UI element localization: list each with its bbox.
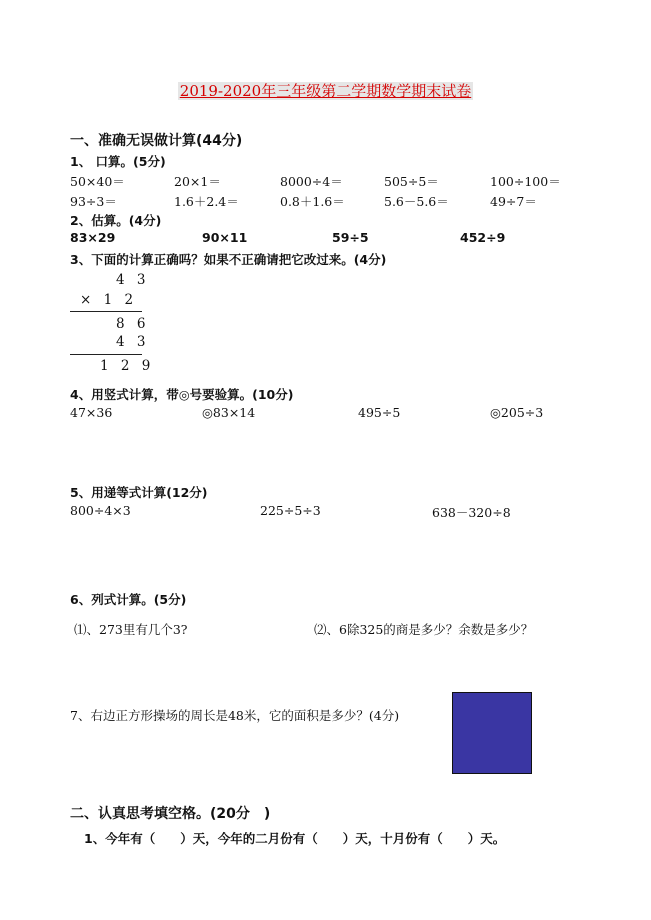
q1-item: 1.6＋2.4＝ (174, 194, 239, 209)
q1-row2 (70, 192, 590, 210)
q2-item: 90×11 (202, 230, 248, 245)
q4-row (70, 405, 590, 423)
q5-item: 800÷4×3 (70, 503, 131, 518)
q2-item: 59÷5 (332, 230, 369, 245)
vm-line3: 8 6 (116, 316, 150, 332)
q1-item: 5.6－5.6＝ (384, 194, 449, 209)
q4-item: ◎83×14 (202, 405, 256, 420)
q2-row (70, 230, 590, 248)
q5-item: 225÷5÷3 (260, 503, 321, 518)
vertical-multiplication (70, 270, 155, 380)
vm-rule-2 (70, 354, 142, 355)
q5-label: 5、用递等式计算(12分) (70, 485, 208, 500)
q1-item: 93÷3＝ (70, 194, 117, 209)
q5-row (70, 503, 590, 521)
q4-label: 4、用竖式计算，带◎号要验算。(10分) (70, 387, 294, 402)
section2-q1: 1、今年有（ ）天，今年的二月份有（ ）天，十月份有（ ）天。 (84, 831, 506, 846)
q6-label: 6、列式计算。(5分) (70, 592, 187, 607)
q4-item: 47×36 (70, 405, 113, 420)
section1-heading: 一、准确无误做计算(44分) (70, 133, 243, 149)
page-title (0, 80, 651, 101)
vm-line5: 1 2 9 (100, 358, 155, 374)
q1-label: 1、 口算。(5分) (70, 154, 166, 169)
q1-item: 49÷7＝ (490, 194, 537, 209)
section2-heading: 二、认真思考填空格。(20分 ) (70, 806, 271, 822)
q3-label: 3、下面的计算正确吗？如果不正确请把它改过来。(4分) (70, 252, 387, 267)
q2-label: 2、估算。(4分) (70, 213, 162, 228)
q6-item: ⑴、273里有几个3? (74, 622, 188, 637)
q4-item: ◎205÷3 (490, 405, 544, 420)
q1-item: 8000÷4＝ (280, 174, 343, 189)
square-playground-figure (452, 692, 532, 774)
q1-item: 505÷5＝ (384, 174, 439, 189)
vm-rule-1 (70, 311, 142, 312)
q1-item: 0.8＋1.6＝ (280, 194, 345, 209)
q7-label: 7、右边正方形操场的周长是48米，它的面积是多少？(4分) (70, 708, 400, 723)
q6-row (70, 620, 590, 638)
q1-row1 (70, 172, 590, 190)
q5-item: 638－320÷8 (432, 505, 511, 520)
q2-item: 83×29 (70, 230, 116, 245)
page-title-text: 2019-2020年三年级第二学期数学期末试卷 (179, 82, 472, 100)
vm-line2: × 1 2 (80, 292, 138, 308)
q4-item: 495÷5 (358, 405, 401, 420)
vm-line4: 4 3 (116, 334, 150, 350)
q2-item: 452÷9 (460, 230, 506, 245)
q1-item: 50×40＝ (70, 174, 125, 189)
q6-item: ⑵、6除325的商是多少？余数是多少？ (314, 622, 534, 637)
vm-line1: 4 3 (116, 272, 150, 288)
q1-item: 100÷100＝ (490, 174, 561, 189)
q1-item: 20×1＝ (174, 174, 221, 189)
